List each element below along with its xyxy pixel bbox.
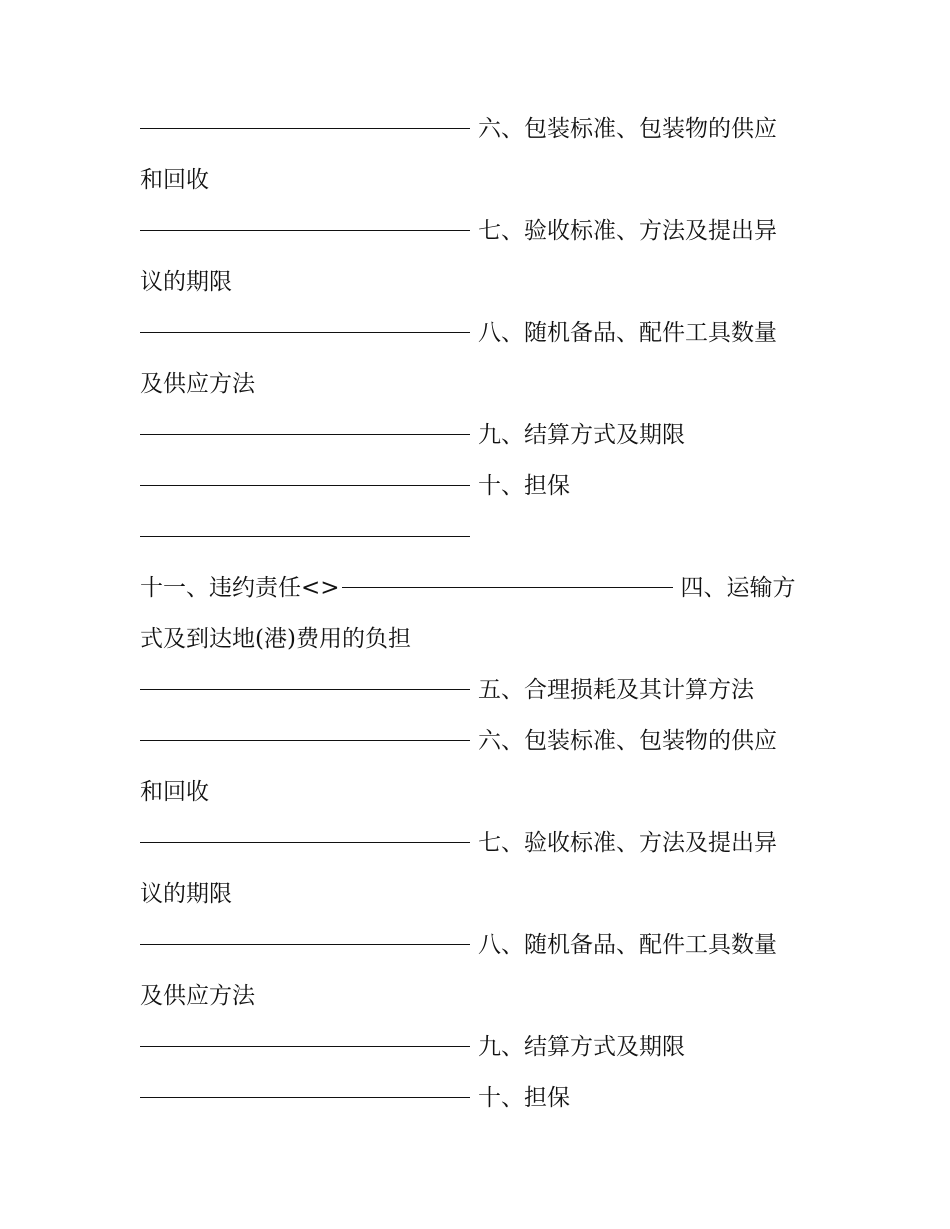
line-text: 十、担保 bbox=[478, 1085, 570, 1111]
fill-blank[interactable] bbox=[140, 410, 470, 435]
text-line bbox=[140, 104, 802, 155]
text-line bbox=[140, 257, 802, 308]
line-text: 八、随机备品、配件工具数量 bbox=[478, 932, 777, 958]
fill-blank[interactable] bbox=[140, 716, 470, 741]
line-text: 和回收 bbox=[140, 779, 209, 805]
text-line bbox=[140, 614, 802, 665]
text-line bbox=[140, 461, 802, 512]
line-text: 九、结算方式及期限 bbox=[478, 422, 685, 448]
line-text: 八、随机备品、配件工具数量 bbox=[478, 320, 777, 346]
text-line bbox=[140, 410, 802, 461]
fill-blank[interactable] bbox=[140, 1022, 470, 1047]
line-text: 议的期限 bbox=[140, 269, 232, 295]
line-text: 十、担保 bbox=[478, 473, 570, 499]
line-text: 七、验收标准、方法及提出异 bbox=[478, 830, 777, 856]
fill-blank[interactable] bbox=[140, 920, 470, 945]
fill-blank[interactable] bbox=[140, 665, 470, 690]
fill-blank[interactable] bbox=[140, 206, 470, 231]
line-text: 五、合理损耗及其计算方法 bbox=[478, 677, 754, 703]
fill-blank[interactable] bbox=[140, 104, 470, 129]
line-text: 七、验收标准、方法及提出异 bbox=[478, 218, 777, 244]
line-text: 九、结算方式及期限 bbox=[478, 1034, 685, 1060]
text-line bbox=[140, 563, 802, 614]
fill-blank[interactable] bbox=[140, 1073, 470, 1098]
line-text: 式及到达地(港)费用的负担 bbox=[140, 626, 411, 652]
line-text: 和回收 bbox=[140, 167, 209, 193]
text-line bbox=[140, 818, 802, 869]
fill-blank[interactable] bbox=[140, 308, 470, 333]
line-text: 议的期限 bbox=[140, 881, 232, 907]
text-line bbox=[140, 308, 802, 359]
text-line bbox=[140, 971, 802, 1022]
text-line bbox=[140, 206, 802, 257]
text-line bbox=[140, 155, 802, 206]
line-text: 及供应方法 bbox=[140, 371, 255, 397]
text-line bbox=[140, 869, 802, 920]
fill-blank[interactable] bbox=[342, 563, 673, 588]
text-line bbox=[140, 716, 802, 767]
text-line bbox=[140, 1073, 802, 1124]
fill-blank[interactable] bbox=[140, 461, 470, 486]
line-prefix: 十一、违约责任<> bbox=[140, 575, 340, 601]
text-line bbox=[140, 767, 802, 818]
text-line bbox=[140, 665, 802, 716]
text-line bbox=[140, 1022, 802, 1073]
line-text: 及供应方法 bbox=[140, 983, 255, 1009]
text-line bbox=[140, 512, 802, 563]
line-text: 六、包装标准、包装物的供应 bbox=[478, 116, 777, 142]
text-line bbox=[140, 920, 802, 971]
line-text: 四、运输方 bbox=[680, 575, 796, 601]
text-line bbox=[140, 359, 802, 410]
fill-blank[interactable] bbox=[140, 512, 470, 537]
fill-blank[interactable] bbox=[140, 818, 470, 843]
document-page bbox=[140, 104, 802, 1124]
line-text: 六、包装标准、包装物的供应 bbox=[478, 728, 777, 754]
